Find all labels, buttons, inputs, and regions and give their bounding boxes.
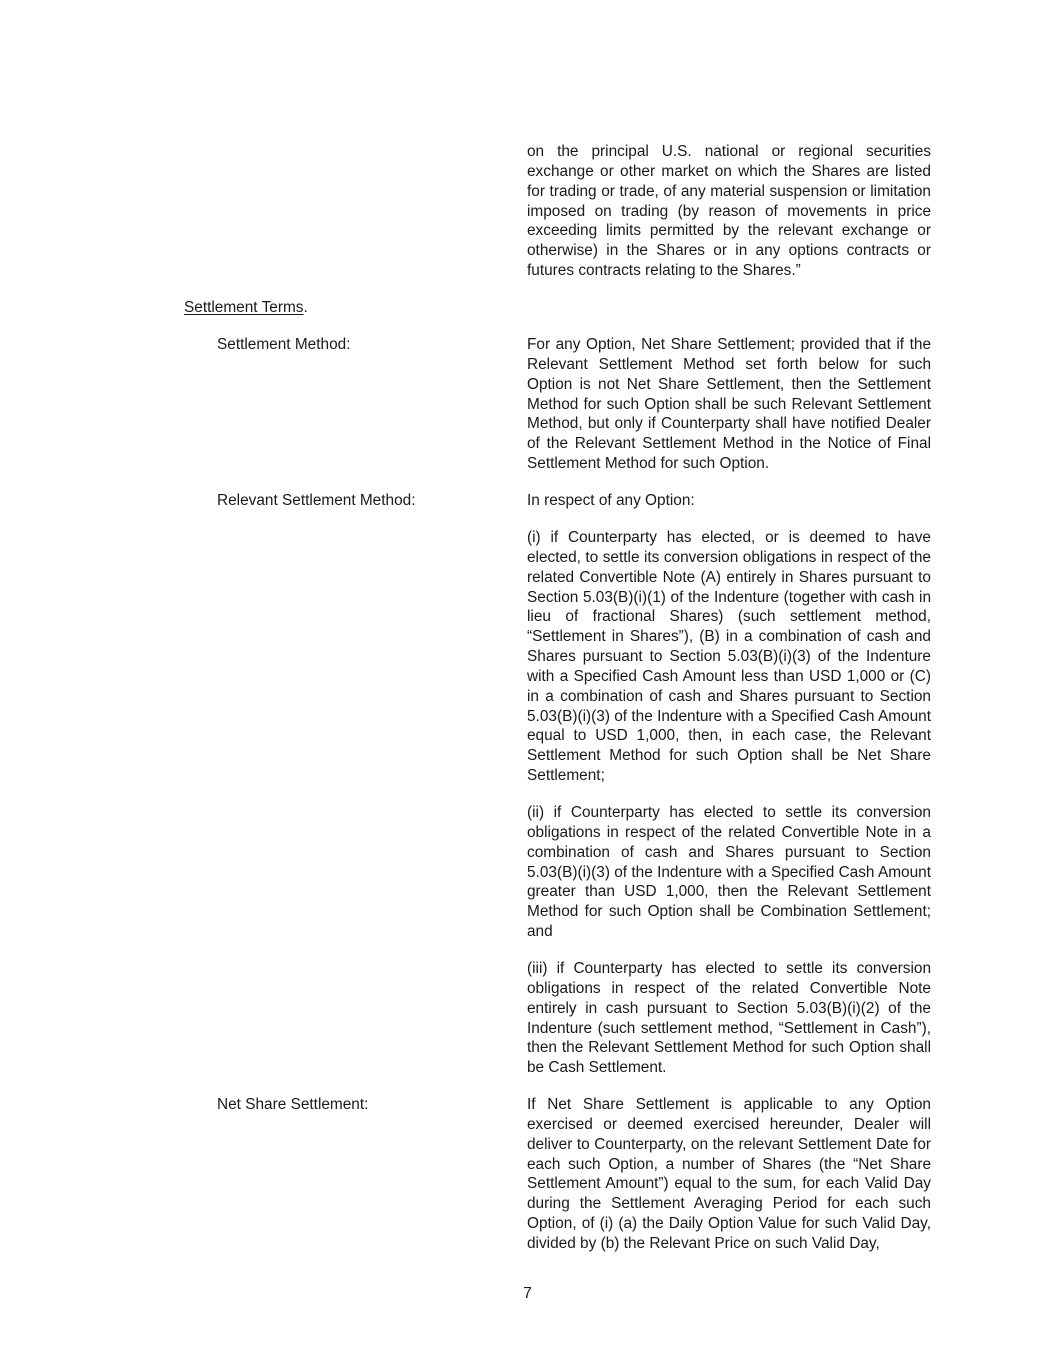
net-share-settlement-label: Net Share Settlement: [217, 1096, 369, 1113]
continuation-paragraph: on the principal U.S. national or regional securities exchange or other market on which the Shares are listed for trading or trade, of any material suspension or limitation imposed on trading (by reason of movements in price exceeding limits permitted by the relevant exchange or otherwise) in the Shares or in any options contracts or futures contracts relating to the Shares.” [527, 143, 931, 280]
section-title: Settlement Terms [184, 299, 304, 316]
settlement-method-label: Settlement Method: [217, 336, 351, 353]
relevant-settlement-clause-ii: (ii) if Counterparty has elected to settle its conversion obligations in respect of the related Convertible Note in a combination of cash and Shares pursuant to Section 5.03(B)(i)(3) of the Indenture with a Specified Cash Amount greater than USD 1,000, then the Relevant Settlement Method for such Option shall be Combination Settlement; and [527, 804, 931, 941]
relevant-settlement-clause-iii: (iii) if Counterparty has elected to settle its conversion obligations in respect of the related Convertible Note entirely in cash pursuant to Section 5.03(B)(i)(2) of the Indenture (such settlement method, “Settlement in Cash”), then the Relevant Settlement Method for such Option shall be Cash Settlement. [527, 960, 931, 1077]
settlement-method-text: For any Option, Net Share Settlement; provided that if the Relevant Settlement Method set forth below for such Option is not Net Share Settlement, then the Settlement Method for such Option shall be such Relevant Settlement Method, but only if Counterparty shall have notified Dealer of the Relevant Settlement Method in the Notice of Final Settlement Method for such Option. [527, 336, 931, 473]
section-title-punctuation: . [303, 299, 308, 316]
relevant-settlement-clause-i: (i) if Counterparty has elected, or is deemed to have elected, to settle its conversion obligations in respect of the related Convertible Note (A) entirely in Shares pursuant to Section 5.03(B)(i)(1) of the Indenture (together with cash in lieu of fractional Shares) (such settlement method, “Settlement in Shares”), (B) in a combination of cash and Shares pursuant to Section 5.03(B)(i)(3) of the Indenture with a Specified Cash Amount less than USD 1,000 or (C) in a combination of cash and Shares pursuant to Section 5.03(B)(i)(3) of the Indenture with a Specified Cash Amount equal to USD 1,000, then, in each case, the Relevant Settlement Method for such Option shall be Net Share Settlement; [527, 529, 931, 785]
page-number: 7 [523, 1285, 532, 1302]
section-heading [184, 298, 308, 318]
relevant-settlement-method-intro: In respect of any Option: [527, 492, 695, 509]
relevant-settlement-method-label: Relevant Settlement Method: [217, 492, 416, 509]
net-share-settlement-text: If Net Share Settlement is applicable to any Option exercised or deemed exercised hereunder, Dealer will deliver to Counterparty, on the relevant Settlement Date for each such Option, a number of Shares (the “Net Share Settlement Amount”) equal to the sum, for each Valid Day during the Settlement Averaging Period for each such Option, of (i) (a) the Daily Option Value for such Valid Day, divided by (b) the Relevant Price on such Valid Day, [527, 1096, 931, 1252]
